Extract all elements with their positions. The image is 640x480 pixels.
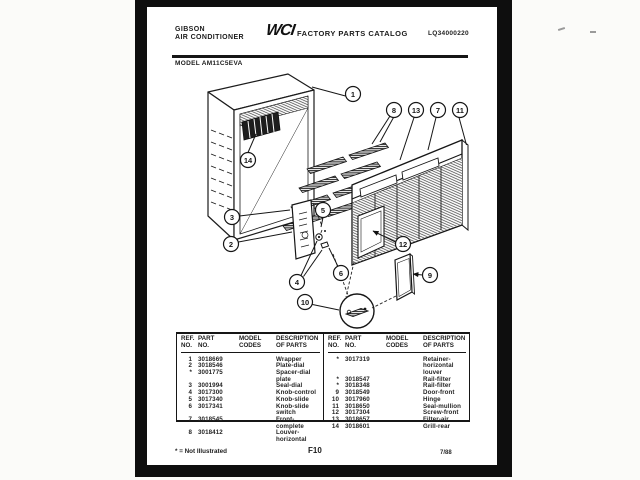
cell-desc: Screw-front — [423, 409, 459, 417]
brand-product: AIR CONDITIONER — [175, 34, 244, 41]
svg-text:12: 12 — [398, 239, 408, 249]
callout-7 — [431, 103, 446, 118]
callout-13 — [409, 103, 424, 118]
cell-desc: Filter-air — [423, 415, 449, 423]
cell-model — [386, 357, 423, 377]
cell-model — [386, 404, 423, 411]
cell-ref: 6 — [188, 402, 192, 410]
cell-desc: Retainer-horizontal louver — [423, 355, 454, 376]
not-illustrated-note: * = Not Illustrated — [175, 448, 227, 455]
page-number: F10 — [308, 446, 322, 455]
cell-desc: Plate-dial — [276, 362, 305, 370]
cell-desc: Seal-mullion — [423, 402, 461, 410]
svg-text:7: 7 — [435, 105, 441, 115]
svg-text:10: 10 — [300, 297, 310, 307]
date-code: 7/88 — [440, 450, 452, 456]
table-header: REF. NO. PART NO. MODEL CODES DESCRIPTION OF PARTS — [181, 336, 320, 353]
callout-9 — [423, 268, 438, 283]
cell-model — [386, 383, 423, 390]
cell-model — [239, 404, 276, 417]
cell-ref: 14 — [331, 422, 339, 430]
cell-part: 3017304 — [345, 409, 370, 417]
cell-model — [239, 430, 276, 443]
cell-part: 3001994 — [198, 382, 223, 390]
callout-12 — [396, 237, 411, 252]
cell-ref: 1 — [188, 355, 192, 363]
table-row — [181, 370, 320, 383]
cell-desc: Knob-slide — [276, 395, 309, 403]
cell-desc: Rail-filter — [423, 375, 451, 383]
svg-text:1: 1 — [350, 89, 356, 99]
cell-part: 3018547 — [345, 375, 370, 383]
cell-part: 3001775 — [198, 369, 223, 376]
cell-desc: Hinge — [423, 395, 441, 403]
header-rule — [172, 55, 468, 58]
cell-part: 3018348 — [345, 382, 370, 390]
cell-model — [239, 363, 276, 370]
catalog-title: FACTORY PARTS CATALOG — [297, 29, 408, 38]
callout-10 — [298, 295, 313, 310]
cell-ref: 8 — [188, 429, 192, 437]
cell-part: 3018669 — [198, 355, 223, 363]
callout-11 — [453, 103, 468, 118]
parts-table — [176, 332, 470, 444]
brand-block — [175, 26, 244, 42]
cell-part: 3018546 — [198, 362, 223, 370]
cell-model — [239, 383, 276, 390]
callout-4 — [290, 275, 305, 290]
cell-part: 3018650 — [345, 402, 370, 410]
cell-desc: Grill-rear — [423, 422, 451, 430]
cell-ref: * — [189, 369, 192, 376]
callout-6 — [334, 266, 349, 281]
cell-part: 3017340 — [198, 395, 223, 403]
cell-model — [386, 390, 423, 397]
svg-text:11: 11 — [456, 105, 464, 115]
cell-model — [239, 357, 276, 364]
callout-14 — [241, 153, 256, 168]
svg-text:3: 3 — [229, 212, 235, 222]
cell-part: 3017960 — [345, 395, 370, 403]
cell-part: 3018412 — [198, 429, 223, 437]
cell-ref: 13 — [331, 415, 339, 423]
cell-desc: Front-complete — [276, 415, 304, 430]
cell-model — [239, 397, 276, 404]
parts-table-right — [323, 334, 469, 430]
table-row — [328, 424, 466, 431]
callout-5 — [316, 203, 331, 218]
cell-model — [386, 417, 423, 424]
cell-desc: Seal-dial — [276, 382, 303, 390]
svg-text:13: 13 — [411, 105, 421, 115]
scan-artifact — [590, 31, 596, 33]
hinge-detail — [340, 294, 374, 328]
cell-desc: Spacer-dial plate — [276, 369, 311, 383]
table-row — [181, 430, 320, 443]
cell-ref: 12 — [331, 409, 339, 417]
cell-part: 3017341 — [198, 402, 223, 410]
cell-model — [239, 417, 276, 430]
cell-ref: 10 — [331, 395, 339, 403]
table-header: REF. NO. PART NO. MODEL CODES DESCRIPTION OF PARTS — [328, 336, 466, 353]
door-front — [395, 254, 415, 300]
cell-desc: Knob-slide switch — [276, 402, 309, 417]
cell-part: 3018549 — [345, 389, 370, 397]
table-body-right — [328, 353, 466, 431]
cell-ref: * — [336, 382, 339, 390]
cell-ref: 2 — [188, 362, 192, 370]
table-row — [328, 357, 466, 377]
cell-part: 3018657 — [345, 415, 370, 423]
cell-ref: 5 — [188, 395, 192, 403]
cell-ref: * — [336, 355, 339, 363]
svg-text:4: 4 — [294, 277, 300, 287]
callout-1 — [346, 87, 361, 102]
cell-model — [386, 377, 423, 384]
cell-ref: 11 — [332, 402, 339, 410]
cell-ref: 9 — [335, 389, 339, 397]
cell-ref: 7 — [188, 415, 192, 423]
wci-logo: WCI — [264, 22, 296, 39]
cell-ref: 3 — [188, 382, 192, 390]
cell-desc: Door-front — [423, 389, 455, 397]
model-number-label: MODEL AM11C5EVA — [175, 60, 243, 67]
front-panel — [322, 124, 472, 274]
cell-desc: Wrapper — [276, 355, 302, 363]
cell-part: 3018601 — [345, 422, 370, 430]
cell-model — [239, 390, 276, 397]
svg-text:14: 14 — [243, 155, 253, 165]
callout-2 — [224, 237, 239, 252]
cell-model — [386, 424, 423, 431]
cell-model — [386, 410, 423, 417]
exploded-parts-diagram — [172, 64, 472, 332]
publication-number: LQ34000220 — [428, 30, 469, 37]
svg-text:2: 2 — [228, 239, 234, 249]
cell-desc: Knob-control — [276, 389, 317, 397]
cell-desc: Louver-horizontal — [276, 429, 307, 444]
table-body-left — [181, 353, 320, 444]
cell-model — [239, 370, 276, 383]
svg-text:5: 5 — [320, 205, 326, 215]
cell-ref: * — [336, 375, 339, 383]
cell-part: 3017319 — [345, 355, 370, 363]
knobs — [316, 230, 329, 248]
scan-artifact — [558, 27, 565, 31]
table-row — [181, 404, 320, 417]
svg-text:8: 8 — [391, 105, 397, 115]
cell-ref: 4 — [188, 389, 192, 397]
dial-plate — [292, 200, 315, 259]
cell-model — [386, 397, 423, 404]
parts-table-left — [177, 334, 323, 444]
cell-part: 3018545 — [198, 415, 223, 423]
callout-3 — [225, 210, 240, 225]
cell-desc: Rail-filter — [423, 382, 451, 390]
callout-8 — [387, 103, 402, 118]
brand-name: GIBSON — [175, 26, 206, 33]
cell-part: 3017300 — [198, 389, 223, 397]
table-row — [181, 417, 320, 430]
svg-text:6: 6 — [338, 268, 344, 278]
svg-text:9: 9 — [427, 270, 433, 280]
